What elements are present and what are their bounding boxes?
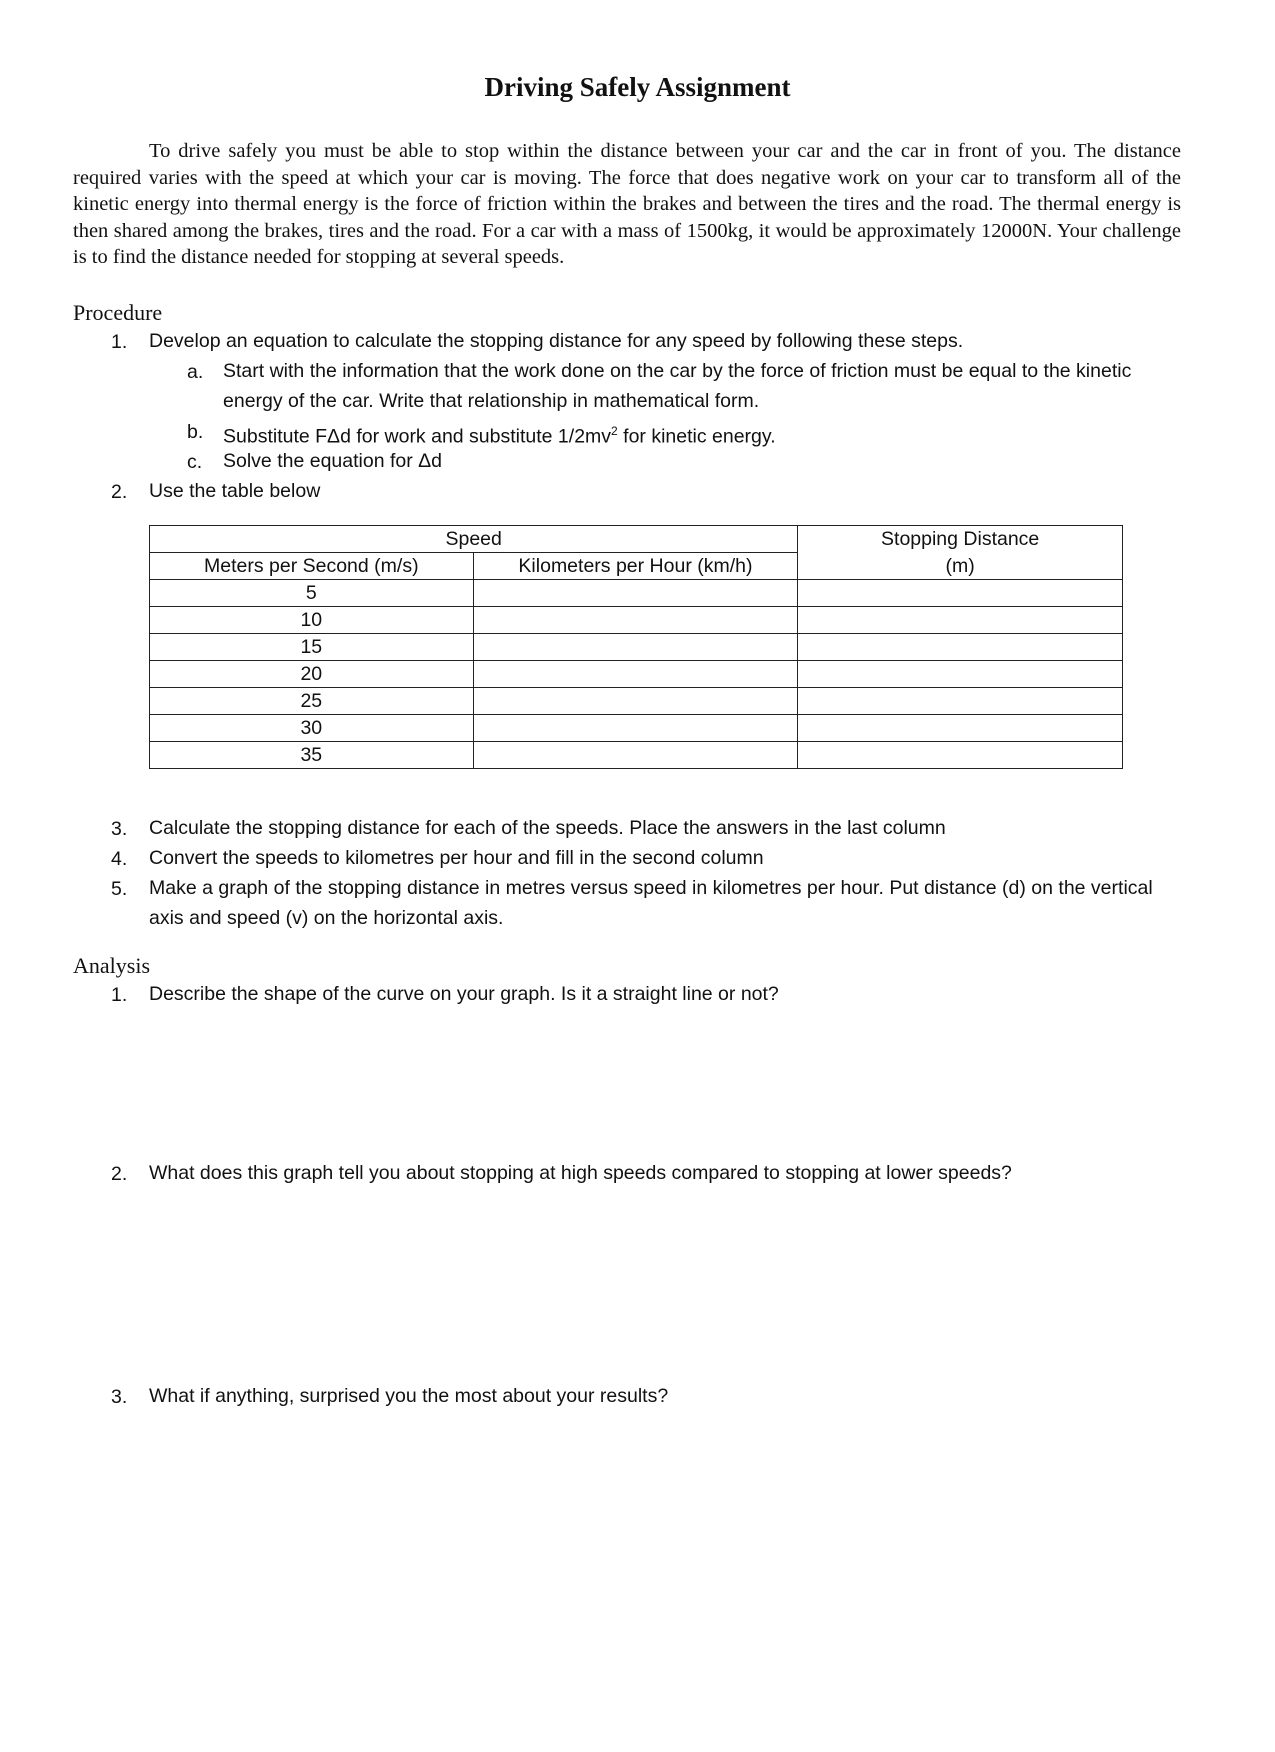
step-1a-text: Start with the information that the work done on the car by the force of friction must be equal to the kinetic energy of the car. Write that relationship in mathematical form. bbox=[223, 360, 1132, 412]
step-1a-letter: a. bbox=[187, 361, 204, 383]
stopping-distance-cell[interactable] bbox=[798, 742, 1123, 769]
speed-kmh-cell[interactable] bbox=[473, 688, 798, 715]
speed-ms-cell: 35 bbox=[150, 742, 474, 769]
question-1-number: 1. bbox=[111, 984, 128, 1006]
stopping-distance-cell[interactable] bbox=[798, 580, 1123, 607]
stopping-distance-header: Stopping Distance bbox=[798, 526, 1123, 553]
step-1b-superscript: 2 bbox=[611, 424, 618, 438]
speed-kmh-cell[interactable] bbox=[473, 742, 798, 769]
speed-kmh-cell[interactable] bbox=[473, 607, 798, 634]
step-3-number: 3. bbox=[111, 818, 128, 840]
question-2-text: What does this graph tell you about stopping at high speeds compared to stopping at lower speeds? bbox=[149, 1162, 1012, 1184]
speed-kmh-cell[interactable] bbox=[473, 634, 798, 661]
speed-ms-cell: 30 bbox=[150, 715, 474, 742]
table-row bbox=[150, 634, 1123, 661]
step-1-number: 1. bbox=[111, 331, 128, 353]
table-row bbox=[150, 742, 1123, 769]
stopping-distance-cell[interactable] bbox=[798, 715, 1123, 742]
speed-kmh-cell[interactable] bbox=[473, 715, 798, 742]
table-row bbox=[150, 715, 1123, 742]
question-2-number: 2. bbox=[111, 1163, 128, 1185]
speed-ms-cell: 10 bbox=[150, 607, 474, 634]
step-5-number: 5. bbox=[111, 878, 128, 900]
analysis-heading: Analysis bbox=[73, 953, 150, 978]
speed-ms-cell: 15 bbox=[150, 634, 474, 661]
question-1-text: Describe the shape of the curve on your graph. Is it a straight line or not? bbox=[149, 983, 779, 1005]
question-3-number: 3. bbox=[111, 1386, 128, 1408]
speed-ms-cell: 20 bbox=[150, 661, 474, 688]
stopping-distance-unit: (m) bbox=[798, 553, 1123, 580]
step-2-text: Use the table below bbox=[149, 480, 321, 502]
step-4-number: 4. bbox=[111, 848, 128, 870]
procedure-heading: Procedure bbox=[73, 300, 163, 325]
step-5-text: Make a graph of the stopping distance in metres versus speed in kilometres per hour. Put distance (d) on the vertical axis and speed (v) on the horizontal axis. bbox=[149, 877, 1153, 929]
step-4-text: Convert the speeds to kilometres per hour and fill in the second column bbox=[149, 847, 764, 869]
step-1b-text-pre: Substitute FΔd for work and substitute 1/2mv bbox=[223, 425, 612, 448]
speed-kmh-cell[interactable] bbox=[473, 661, 798, 688]
step-1c-letter: c. bbox=[187, 451, 203, 473]
page-title: Driving Safely Assignment bbox=[484, 72, 791, 102]
table-header-row-2 bbox=[150, 553, 1123, 580]
speed-ms-cell: 25 bbox=[150, 688, 474, 715]
speed-ms-cell: 5 bbox=[150, 580, 474, 607]
speed-header: Speed bbox=[150, 526, 798, 553]
table-row bbox=[150, 661, 1123, 688]
step-1b-letter: b. bbox=[187, 421, 204, 443]
intro-paragraph: To drive safely you must be able to stop within the distance between your car and the car in front of you. The distance required varies with the speed at which your car is moving. The force that does negative work on your car to transform all of the kinetic energy into thermal energy is the force of friction within the brakes and between the tires and the road. The thermal energy is then shared among the brakes, tires and the road. For a car with a mass of 1500kg, it would be approximately 12000N. Your challenge is to find the distance needed for stopping at several speeds. bbox=[73, 140, 1181, 268]
stopping-distance-cell[interactable] bbox=[798, 661, 1123, 688]
speed-table bbox=[149, 525, 1123, 769]
table-row bbox=[150, 580, 1123, 607]
meters-per-second-header: Meters per Second (m/s) bbox=[150, 553, 474, 580]
table-row bbox=[150, 607, 1123, 634]
step-3-text: Calculate the stopping distance for each of the speeds. Place the answers in the last column bbox=[149, 817, 946, 839]
step-2-number: 2. bbox=[111, 481, 128, 503]
step-1-text: Develop an equation to calculate the stopping distance for any speed by following these steps. bbox=[149, 330, 964, 352]
question-3-text: What if anything, surprised you the most about your results? bbox=[149, 1385, 669, 1407]
kilometers-per-hour-header: Kilometers per Hour (km/h) bbox=[473, 553, 798, 580]
stopping-distance-cell[interactable] bbox=[798, 634, 1123, 661]
table-header-row-1 bbox=[150, 526, 1123, 553]
table-row bbox=[150, 688, 1123, 715]
stopping-distance-cell[interactable] bbox=[798, 688, 1123, 715]
speed-kmh-cell[interactable] bbox=[473, 580, 798, 607]
stopping-distance-cell[interactable] bbox=[798, 607, 1123, 634]
step-1c-text: Solve the equation for Δd bbox=[223, 450, 443, 472]
step-1b-text-post: for kinetic energy. bbox=[617, 425, 776, 448]
